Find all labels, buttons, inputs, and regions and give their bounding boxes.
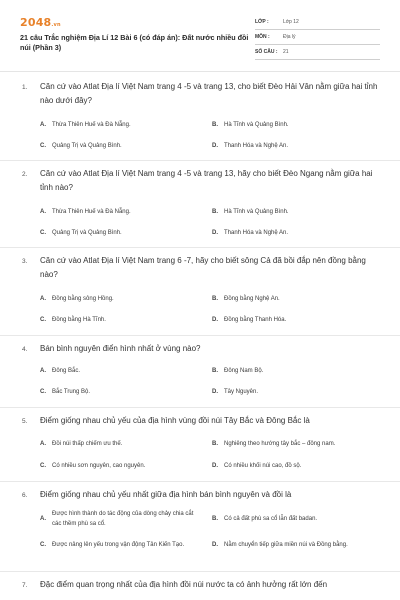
answer-option[interactable]: D. Có nhiều khối núi cao, đồ sộ. (212, 463, 302, 469)
answer-option[interactable]: C. Đồng bằng Hà Tĩnh. (40, 317, 106, 323)
question-number: 7. (22, 582, 28, 589)
meta-value: Địa lý (283, 34, 296, 40)
answer-option[interactable]: C. Quảng Trị và Quảng Bình. (40, 143, 122, 149)
document-title: 21 câu Trắc nghiệm Địa Lí 12 Bài 6 (có đáp án): Đất nước nhiều đồi núi (Phần 3) (20, 33, 249, 52)
answer-option[interactable]: D. Nằm chuyển tiếp giữa miền núi và Đồng bằng. (212, 542, 348, 548)
page-header (0, 0, 400, 70)
question-text: Bán bình nguyên điển hình nhất ở vùng nào? (40, 344, 201, 353)
meta-row-class (255, 15, 380, 30)
answer-option[interactable]: D. Đồng bằng Thanh Hóa. (212, 317, 287, 323)
answer-option[interactable]: A. Đông Bắc. (40, 368, 81, 374)
answer-option[interactable]: A. Được hình thành do tác động của dòng chảy chia cắt các thềm phù sa cổ. (40, 511, 194, 527)
meta-label: MÔN : (255, 34, 270, 40)
answer-option[interactable]: D. Thanh Hóa và Nghệ An. (212, 143, 289, 149)
question-item (0, 336, 400, 408)
answer-option[interactable]: A. Đồng bằng sông Hồng. (40, 296, 114, 302)
answer-option[interactable]: A. Thừa Thiên Huế và Đà Nẵng. (40, 122, 131, 128)
meta-row-count (255, 45, 380, 60)
meta-label: LỚP : (255, 19, 269, 25)
meta-info-table (255, 15, 380, 60)
answer-option[interactable]: B. Hà Tĩnh và Quảng Bình. (212, 209, 289, 215)
site-logo[interactable]: 2048.vn (20, 16, 61, 29)
question-text: Căn cứ vào Atlat Địa lí Việt Nam trang 4 -5 và trang 13, cho biết Đèo Hải Vân nằm giữa hai tỉnh nào dưới đây? (40, 82, 378, 105)
answer-option[interactable]: C. Được nâng lên yếu trong vận động Tân Kiến Tạo. (40, 542, 185, 548)
question-number: 3. (22, 258, 28, 265)
question-number: 6. (22, 492, 28, 499)
question-number: 2. (22, 171, 28, 178)
answer-option[interactable]: A. Thừa Thiên Huế và Đà Nẵng. (40, 209, 131, 215)
question-text: Căn cứ vào Atlat Địa lí Việt Nam trang 6 -7, hãy cho biết sông Cả đã bồi đắp nên đồng bằng nào? (40, 256, 366, 279)
question-number: 4. (22, 346, 28, 353)
answer-option[interactable]: B. Hà Tĩnh và Quảng Bình. (212, 122, 289, 128)
answer-option[interactable]: C. Có nhiều sơn nguyên, cao nguyên. (40, 463, 146, 469)
question-list (0, 72, 400, 600)
meta-value: Lớp 12 (283, 19, 299, 25)
question-text: Điểm giống nhau chủ yếu của địa hình vùng đồi núi Tây Bắc và Đông Bắc là (40, 416, 310, 425)
answer-option[interactable]: D. Tây Nguyên. (212, 389, 259, 395)
question-item (0, 572, 400, 600)
question-item (0, 72, 400, 161)
question-text: Đặc điểm quan trọng nhất của địa hình đồi núi nước ta có ảnh hưởng rất lớn đến (40, 580, 328, 589)
question-text: Điểm giống nhau chủ yếu nhất giữa địa hình bán bình nguyên và đồi là (40, 490, 292, 499)
meta-value: 21 (283, 49, 289, 55)
question-item (0, 482, 400, 572)
question-number: 5. (22, 418, 28, 425)
answer-option[interactable]: B. Có cả đất phù sa cổ lẫn đất badan. (212, 516, 318, 522)
question-item (0, 408, 400, 482)
answer-option[interactable]: B. Đông Nam Bộ. (212, 368, 264, 374)
answer-option[interactable]: B. Đồng bằng Nghệ An. (212, 296, 280, 302)
answer-option[interactable]: B. Nghiêng theo hướng tây bắc – đông nam. (212, 441, 336, 447)
question-number: 1. (22, 84, 28, 91)
question-item (0, 248, 400, 336)
meta-row-subject (255, 30, 380, 45)
answer-option[interactable]: C. Quảng Trị và Quảng Bình. (40, 230, 122, 236)
answer-option[interactable]: A. Đồi núi thấp chiếm ưu thế. (40, 441, 123, 447)
question-text: Căn cứ vào Atlat Địa lí Việt Nam trang 4 -5 và trang 13, hãy cho biết Đèo Ngang nằm giữa hai tỉnh nào? (40, 169, 373, 192)
question-item (0, 161, 400, 248)
answer-option[interactable]: C. Bắc Trung Bộ. (40, 389, 91, 395)
answer-option[interactable]: D. Thanh Hóa và Nghệ An. (212, 230, 289, 236)
meta-label: SỐ CÂU : (255, 49, 278, 55)
